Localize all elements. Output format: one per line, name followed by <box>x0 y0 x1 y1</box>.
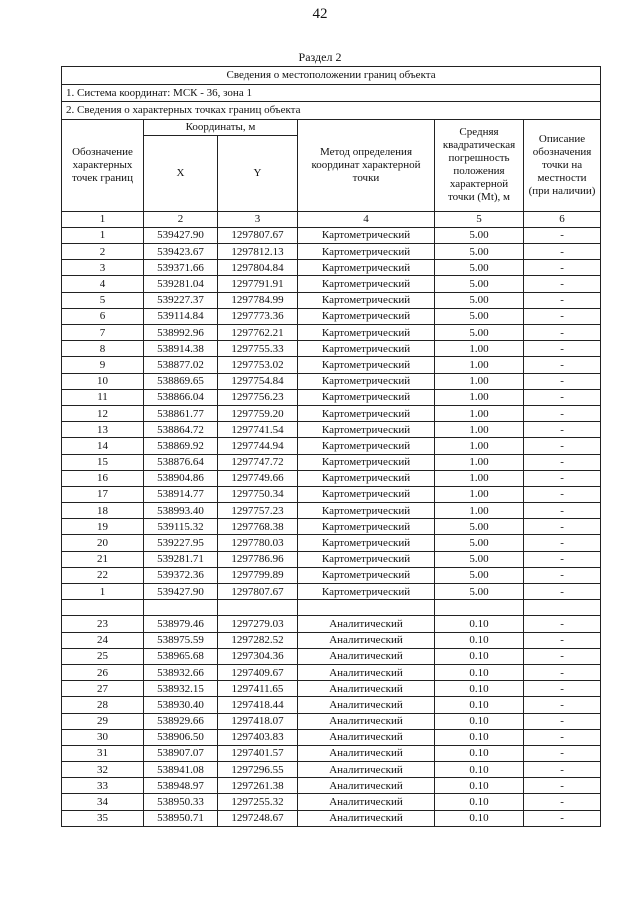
coord-y: 1297755.33 <box>218 341 298 357</box>
coord-x: 538904.86 <box>144 470 218 486</box>
method: Картометрический <box>298 503 435 519</box>
coord-x: 539427.90 <box>144 584 218 600</box>
table-row <box>62 325 601 341</box>
empty-cell <box>524 600 601 616</box>
table-row <box>62 729 601 745</box>
point-number: 28 <box>62 697 144 713</box>
description: - <box>524 276 601 292</box>
coord-x: 538861.77 <box>144 405 218 421</box>
table-row <box>62 227 601 243</box>
coord-x: 538941.08 <box>144 762 218 778</box>
table-row <box>62 778 601 794</box>
point-number: 35 <box>62 810 144 826</box>
coord-y: 1297418.44 <box>218 697 298 713</box>
coord-x: 539372.36 <box>144 567 218 583</box>
description: - <box>524 389 601 405</box>
method: Картометрический <box>298 276 435 292</box>
accuracy: 1.00 <box>435 503 524 519</box>
coord-y: 1297282.52 <box>218 632 298 648</box>
method: Картометрический <box>298 454 435 470</box>
table-row <box>62 454 601 470</box>
coord-x: 538979.46 <box>144 616 218 632</box>
description: - <box>524 713 601 729</box>
description: - <box>524 454 601 470</box>
description: - <box>524 486 601 502</box>
method: Аналитический <box>298 664 435 680</box>
coord-x: 539114.84 <box>144 308 218 324</box>
method: Картометрический <box>298 405 435 421</box>
coord-y: 1297296.55 <box>218 762 298 778</box>
description: - <box>524 584 601 600</box>
point-number: 18 <box>62 503 144 519</box>
point-number: 7 <box>62 325 144 341</box>
coord-y: 1297248.67 <box>218 810 298 826</box>
method: Картометрический <box>298 244 435 260</box>
description: - <box>524 567 601 583</box>
coord-y: 1297411.65 <box>218 681 298 697</box>
description: - <box>524 292 601 308</box>
coord-y: 1297409.67 <box>218 664 298 680</box>
method: Картометрический <box>298 227 435 243</box>
table-row <box>62 503 601 519</box>
method: Картометрический <box>298 535 435 551</box>
coord-x: 538992.96 <box>144 325 218 341</box>
coord-y: 1297759.20 <box>218 405 298 421</box>
method: Аналитический <box>298 697 435 713</box>
table-row <box>62 616 601 632</box>
description: - <box>524 762 601 778</box>
coord-y: 1297773.36 <box>218 308 298 324</box>
accuracy: 0.10 <box>435 632 524 648</box>
coord-y: 1297812.13 <box>218 244 298 260</box>
description: - <box>524 325 601 341</box>
point-number: 34 <box>62 794 144 810</box>
point-number: 17 <box>62 486 144 502</box>
coord-y: 1297741.54 <box>218 422 298 438</box>
coord-x: 539227.95 <box>144 535 218 551</box>
coord-x: 538864.72 <box>144 422 218 438</box>
coord-x: 538950.71 <box>144 810 218 826</box>
accuracy: 5.00 <box>435 584 524 600</box>
method: Картометрический <box>298 325 435 341</box>
table-row <box>62 794 601 810</box>
description: - <box>524 227 601 243</box>
page-number: 42 <box>312 6 328 22</box>
coord-y: 1297753.02 <box>218 357 298 373</box>
table-title: Сведения о местоположении границ объекта <box>62 67 601 85</box>
coord-y: 1297804.84 <box>218 260 298 276</box>
coord-y: 1297757.23 <box>218 503 298 519</box>
accuracy: 0.10 <box>435 616 524 632</box>
accuracy: 5.00 <box>435 276 524 292</box>
point-number: 20 <box>62 535 144 551</box>
points-heading-row: 2. Сведения о характерных точках границ объекта <box>62 102 601 120</box>
description: - <box>524 632 601 648</box>
point-number: 11 <box>62 389 144 405</box>
description: - <box>524 357 601 373</box>
method: Картометрический <box>298 551 435 567</box>
coord-x: 538965.68 <box>144 648 218 664</box>
description: - <box>524 438 601 454</box>
description: - <box>524 616 601 632</box>
accuracy: 1.00 <box>435 438 524 454</box>
description: - <box>524 697 601 713</box>
point-number: 25 <box>62 648 144 664</box>
description: - <box>524 341 601 357</box>
coord-y: 1297791.91 <box>218 276 298 292</box>
accuracy: 0.10 <box>435 664 524 680</box>
coord-y: 1297279.03 <box>218 616 298 632</box>
accuracy: 1.00 <box>435 454 524 470</box>
method: Картометрический <box>298 373 435 389</box>
accuracy: 5.00 <box>435 260 524 276</box>
coord-y: 1297807.67 <box>218 584 298 600</box>
empty-cell <box>298 600 435 616</box>
coord-x: 538876.64 <box>144 454 218 470</box>
table-row <box>62 762 601 778</box>
accuracy: 0.10 <box>435 729 524 745</box>
point-number: 13 <box>62 422 144 438</box>
coord-y: 1297799.89 <box>218 567 298 583</box>
column-number: 5 <box>435 211 524 227</box>
accuracy: 1.00 <box>435 422 524 438</box>
table-row <box>62 681 601 697</box>
column-number: 3 <box>218 211 298 227</box>
coord-x: 538993.40 <box>144 503 218 519</box>
header-y: Y <box>218 135 298 211</box>
empty-cell <box>435 600 524 616</box>
header-description: Описание обозначения точки на местности (при наличии) <box>524 119 601 211</box>
accuracy: 1.00 <box>435 341 524 357</box>
accuracy: 0.10 <box>435 810 524 826</box>
coord-x: 538906.50 <box>144 729 218 745</box>
header-x: X <box>144 135 218 211</box>
table-row <box>62 260 601 276</box>
coord-x: 538948.97 <box>144 778 218 794</box>
coord-y: 1297768.38 <box>218 519 298 535</box>
accuracy: 1.00 <box>435 405 524 421</box>
method: Картометрический <box>298 486 435 502</box>
method: Картометрический <box>298 438 435 454</box>
method: Аналитический <box>298 616 435 632</box>
point-number: 24 <box>62 632 144 648</box>
method: Аналитический <box>298 729 435 745</box>
method: Картометрический <box>298 260 435 276</box>
accuracy: 5.00 <box>435 567 524 583</box>
coord-x: 539115.32 <box>144 519 218 535</box>
description: - <box>524 519 601 535</box>
table-row <box>62 292 601 308</box>
accuracy: 1.00 <box>435 357 524 373</box>
coord-y: 1297255.32 <box>218 794 298 810</box>
coord-y: 1297304.36 <box>218 648 298 664</box>
coord-x: 539371.66 <box>144 260 218 276</box>
coord-y: 1297403.83 <box>218 729 298 745</box>
description: - <box>524 308 601 324</box>
method: Картометрический <box>298 357 435 373</box>
coord-y: 1297756.23 <box>218 389 298 405</box>
table-row <box>62 486 601 502</box>
point-number: 15 <box>62 454 144 470</box>
accuracy: 5.00 <box>435 292 524 308</box>
table-row <box>62 373 601 389</box>
table-row <box>62 276 601 292</box>
coord-x: 538914.77 <box>144 486 218 502</box>
empty-cell <box>144 600 218 616</box>
coord-x: 539423.67 <box>144 244 218 260</box>
coord-x: 538866.04 <box>144 389 218 405</box>
method: Картометрический <box>298 389 435 405</box>
column-number: 4 <box>298 211 435 227</box>
description: - <box>524 503 601 519</box>
coord-x: 538930.40 <box>144 697 218 713</box>
description: - <box>524 422 601 438</box>
accuracy: 0.10 <box>435 681 524 697</box>
table-row <box>62 422 601 438</box>
accuracy: 5.00 <box>435 244 524 260</box>
point-number: 22 <box>62 567 144 583</box>
method: Аналитический <box>298 648 435 664</box>
coord-y: 1297401.57 <box>218 745 298 761</box>
description: - <box>524 648 601 664</box>
description: - <box>524 405 601 421</box>
table-row <box>62 551 601 567</box>
coord-x: 539281.04 <box>144 276 218 292</box>
coord-y: 1297750.34 <box>218 486 298 502</box>
accuracy: 0.10 <box>435 745 524 761</box>
point-number: 4 <box>62 276 144 292</box>
point-number: 2 <box>62 244 144 260</box>
method: Аналитический <box>298 681 435 697</box>
method: Аналитический <box>298 794 435 810</box>
header-accuracy: Средняя квадратическая погрешность положения характерной точки (Mt), м <box>435 119 524 211</box>
accuracy: 5.00 <box>435 551 524 567</box>
point-number: 3 <box>62 260 144 276</box>
table-row <box>62 567 601 583</box>
description: - <box>524 551 601 567</box>
table-row <box>62 697 601 713</box>
method: Аналитический <box>298 778 435 794</box>
method: Картометрический <box>298 470 435 486</box>
description: - <box>524 373 601 389</box>
method: Картометрический <box>298 584 435 600</box>
description: - <box>524 260 601 276</box>
description: - <box>524 745 601 761</box>
point-number: 19 <box>62 519 144 535</box>
table-row <box>62 535 601 551</box>
coord-y: 1297418.07 <box>218 713 298 729</box>
coord-x: 538869.92 <box>144 438 218 454</box>
accuracy: 5.00 <box>435 227 524 243</box>
point-number: 26 <box>62 664 144 680</box>
accuracy: 0.10 <box>435 713 524 729</box>
coord-x: 538869.65 <box>144 373 218 389</box>
accuracy: 0.10 <box>435 762 524 778</box>
description: - <box>524 244 601 260</box>
header-point: Обозначение характерных точек границ <box>62 119 144 211</box>
description: - <box>524 810 601 826</box>
coord-x: 538877.02 <box>144 357 218 373</box>
empty-cell <box>62 600 144 616</box>
point-number: 27 <box>62 681 144 697</box>
boundary-points-table <box>61 66 601 827</box>
table-row <box>62 519 601 535</box>
table-row <box>62 470 601 486</box>
coord-system-row: 1. Система координат: МСК - 36, зона 1 <box>62 84 601 102</box>
accuracy: 0.10 <box>435 794 524 810</box>
header-method: Метод определения координат характерной точки <box>298 119 435 211</box>
table-row <box>62 389 601 405</box>
point-number: 8 <box>62 341 144 357</box>
column-number-row <box>62 211 601 227</box>
method: Аналитический <box>298 810 435 826</box>
table-row <box>62 405 601 421</box>
accuracy: 0.10 <box>435 648 524 664</box>
coord-x: 539227.37 <box>144 292 218 308</box>
coord-x: 539427.90 <box>144 227 218 243</box>
point-number: 10 <box>62 373 144 389</box>
table-row <box>62 244 601 260</box>
point-number: 30 <box>62 729 144 745</box>
point-number: 14 <box>62 438 144 454</box>
description: - <box>524 794 601 810</box>
table-row <box>62 810 601 826</box>
coord-y: 1297762.21 <box>218 325 298 341</box>
coord-y: 1297261.38 <box>218 778 298 794</box>
accuracy: 1.00 <box>435 486 524 502</box>
coord-y: 1297780.03 <box>218 535 298 551</box>
coord-x: 538929.66 <box>144 713 218 729</box>
coord-x: 538914.38 <box>144 341 218 357</box>
table-row <box>62 632 601 648</box>
point-number: 29 <box>62 713 144 729</box>
method: Картометрический <box>298 567 435 583</box>
point-number: 33 <box>62 778 144 794</box>
description: - <box>524 535 601 551</box>
description: - <box>524 681 601 697</box>
method: Аналитический <box>298 745 435 761</box>
method: Картометрический <box>298 519 435 535</box>
method: Аналитический <box>298 762 435 778</box>
point-number: 23 <box>62 616 144 632</box>
column-number: 1 <box>62 211 144 227</box>
accuracy: 5.00 <box>435 325 524 341</box>
accuracy: 5.00 <box>435 535 524 551</box>
point-number: 9 <box>62 357 144 373</box>
table-row <box>62 745 601 761</box>
description: - <box>524 664 601 680</box>
coord-x: 538907.07 <box>144 745 218 761</box>
coord-x: 538932.15 <box>144 681 218 697</box>
coord-x: 538932.66 <box>144 664 218 680</box>
separator-row <box>62 600 601 616</box>
description: - <box>524 729 601 745</box>
point-number: 31 <box>62 745 144 761</box>
point-number: 12 <box>62 405 144 421</box>
table-row <box>62 438 601 454</box>
coord-y: 1297747.72 <box>218 454 298 470</box>
accuracy: 0.10 <box>435 697 524 713</box>
accuracy: 0.10 <box>435 778 524 794</box>
method: Картометрический <box>298 422 435 438</box>
header-coords: Координаты, м <box>144 119 298 135</box>
accuracy: 5.00 <box>435 519 524 535</box>
coord-x: 538950.33 <box>144 794 218 810</box>
table-row <box>62 648 601 664</box>
empty-cell <box>218 600 298 616</box>
table-row <box>62 308 601 324</box>
table-row <box>62 341 601 357</box>
coord-x: 538975.59 <box>144 632 218 648</box>
accuracy: 5.00 <box>435 308 524 324</box>
point-number: 1 <box>62 584 144 600</box>
method: Картометрический <box>298 308 435 324</box>
method: Аналитический <box>298 632 435 648</box>
table-row <box>62 584 601 600</box>
point-number: 21 <box>62 551 144 567</box>
accuracy: 1.00 <box>435 389 524 405</box>
column-number: 2 <box>144 211 218 227</box>
coord-y: 1297784.99 <box>218 292 298 308</box>
description: - <box>524 470 601 486</box>
accuracy: 1.00 <box>435 470 524 486</box>
coord-y: 1297749.66 <box>218 470 298 486</box>
coord-y: 1297786.96 <box>218 551 298 567</box>
coord-x: 539281.71 <box>144 551 218 567</box>
coord-y: 1297807.67 <box>218 227 298 243</box>
point-number: 32 <box>62 762 144 778</box>
table-row <box>62 664 601 680</box>
point-number: 16 <box>62 470 144 486</box>
point-number: 1 <box>62 227 144 243</box>
coord-y: 1297754.84 <box>218 373 298 389</box>
coord-y: 1297744.94 <box>218 438 298 454</box>
table-row <box>62 357 601 373</box>
section-title: Раздел 2 <box>298 50 342 64</box>
description: - <box>524 778 601 794</box>
method: Картометрический <box>298 341 435 357</box>
method: Аналитический <box>298 713 435 729</box>
point-number: 6 <box>62 308 144 324</box>
accuracy: 1.00 <box>435 373 524 389</box>
method: Картометрический <box>298 292 435 308</box>
point-number: 5 <box>62 292 144 308</box>
table-row <box>62 713 601 729</box>
column-number: 6 <box>524 211 601 227</box>
